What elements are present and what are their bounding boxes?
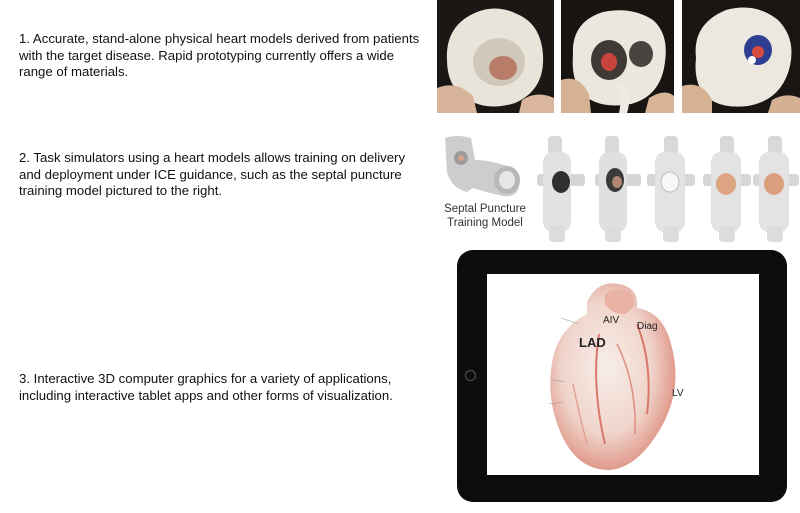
simulator-caption: Septal Puncture Training Model <box>444 203 526 229</box>
tablet-screen[interactable] <box>487 274 759 475</box>
septal-part-5 <box>753 136 799 242</box>
septal-part-3 <box>647 136 695 242</box>
label-lad: LAD <box>579 335 606 350</box>
3d-heart-graphic[interactable] <box>487 274 759 475</box>
item-2-text: 2. Task simulators using a heart models allows training on delivery and deployment under ICE guidance, such as the septal puncture training model pictured to the right. <box>19 150 406 198</box>
heart-model-photo-2 <box>561 0 674 113</box>
septal-part-1 <box>537 136 585 242</box>
label-lv: LV <box>672 388 684 399</box>
heart-model-photo-1 <box>437 0 554 113</box>
item-3-text: 3. Interactive 3D computer graphics for a variety of applications, including interactive tablet apps and other forms of visualization. <box>19 371 393 403</box>
septal-part-4 <box>703 136 751 242</box>
assembled-model-image <box>445 136 520 196</box>
tablet-home-button-icon <box>465 370 476 381</box>
heart-model-photo-3 <box>682 0 800 113</box>
label-aiv: AIV <box>603 315 620 326</box>
septal-puncture-model-images <box>437 130 800 250</box>
septal-part-2 <box>595 136 641 242</box>
item-1-text: 1. Accurate, stand-alone physical heart models derived from patients with the target disease. Rapid prototyping currently offers a wide range of materials. <box>19 31 420 79</box>
label-diag: Diag <box>637 321 658 332</box>
